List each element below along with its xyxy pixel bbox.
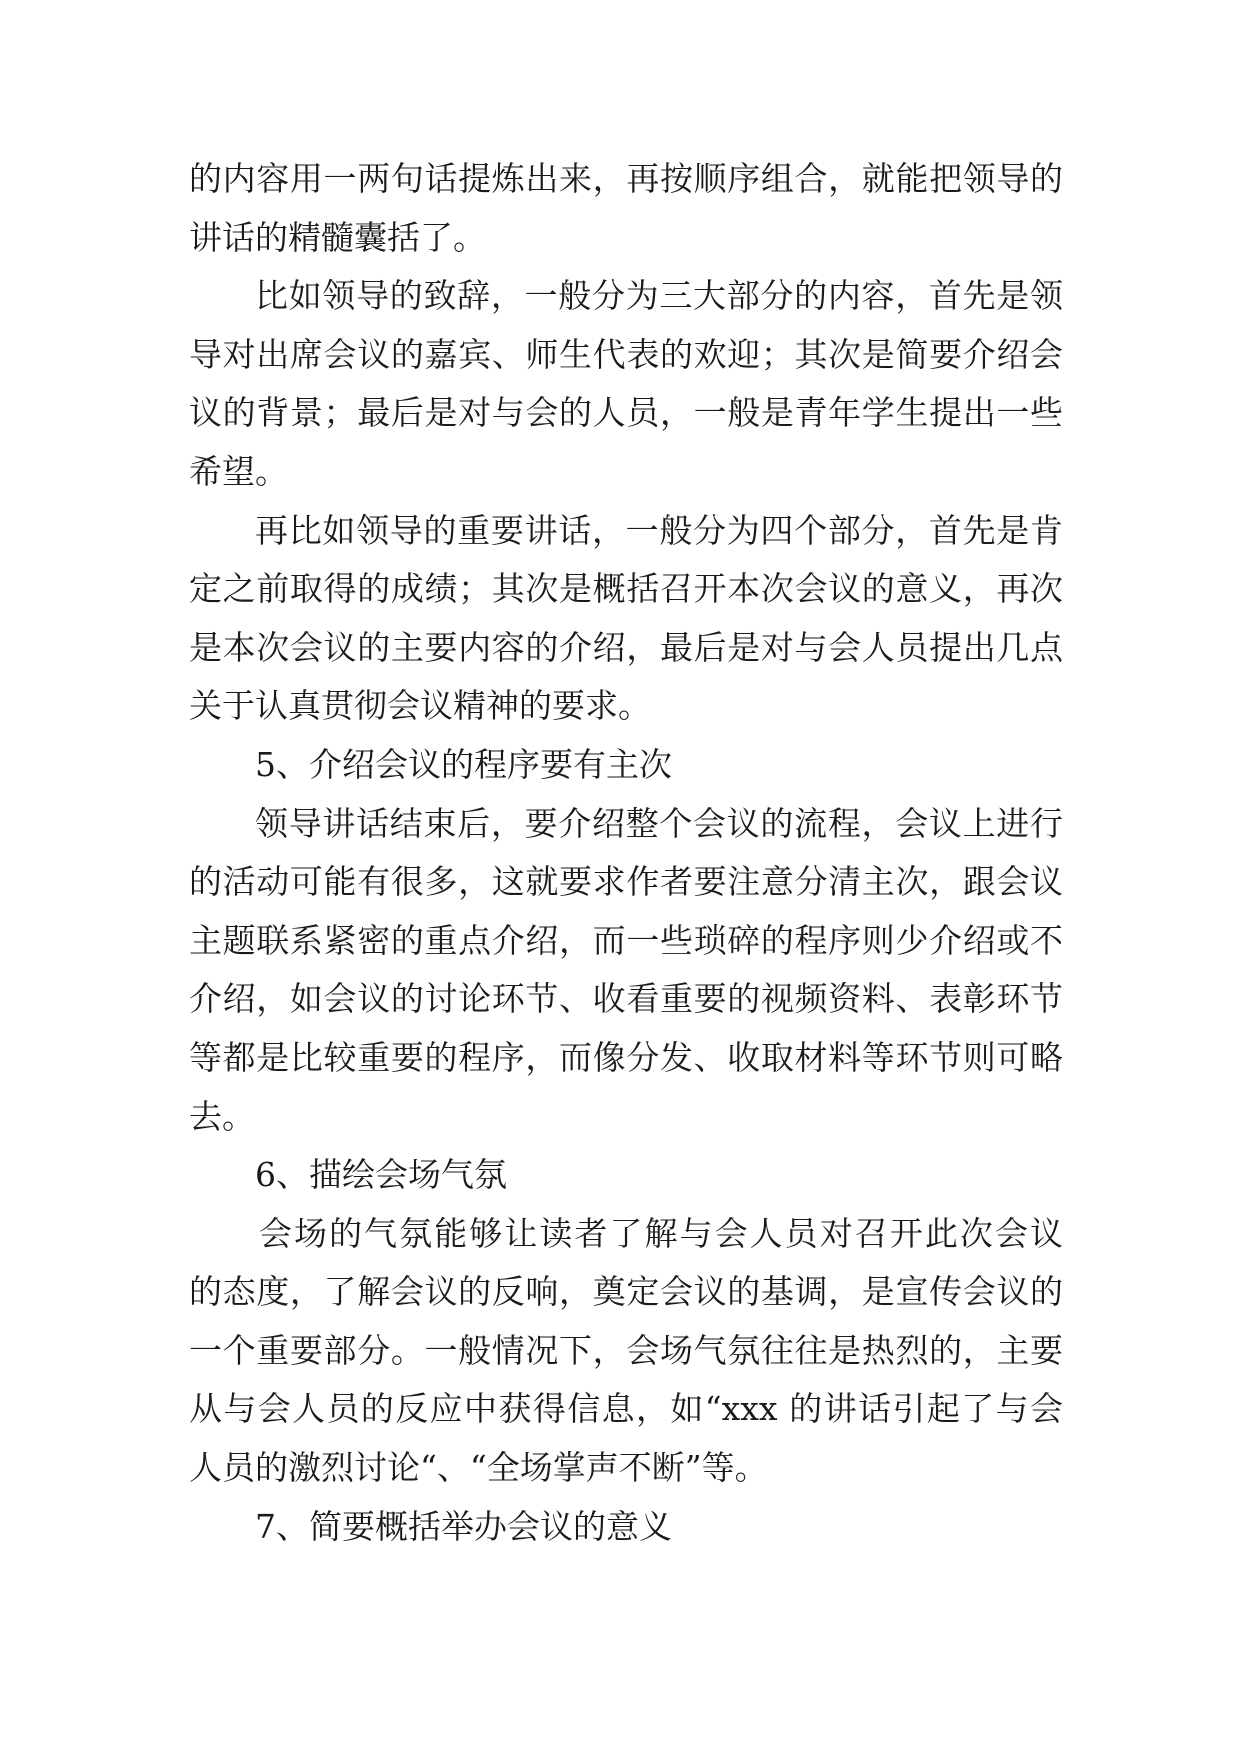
text-line: 会场的气氛能够让读者了解与会人员对召开此次会议 [259, 1213, 1063, 1253]
text-line: 领导讲话结束后，要介绍整个会议的流程，会议上进行 [255, 803, 1063, 843]
text-line: 再比如领导的重要讲话，一般分为四个部分，首先是肯 [255, 510, 1063, 550]
text-line: 的活动可能有很多，这就要求作者要注意分清主次，跟会议 [189, 862, 1063, 902]
text-line: 从与会人员的反应中获得信息，如“xxx 的讲话引起了与会 [189, 1389, 1063, 1429]
text-line: 人员的激烈讨论“、“全场掌声不断”等。 [189, 1448, 768, 1488]
text-line: 讲话的精髓囊括了。 [189, 217, 486, 257]
text-line: 比如领导的致辞，一般分为三大部分的内容，首先是领 [255, 276, 1063, 316]
text-line: 介绍，如会议的讨论环节、收看重要的视频资料、表彰环节 [189, 979, 1063, 1019]
text-line: 的内容用一两句话提炼出来，再按顺序组合，就能把领导的 [189, 159, 1063, 198]
text-line: 议的背景；最后是对与会的人员，一般是青年学生提出一些 [189, 393, 1063, 433]
text-line: 是本次会议的主要内容的介绍，最后是对与会人员提出几点 [189, 627, 1063, 667]
section-heading: 5、介绍会议的程序要有主次 [255, 744, 672, 784]
text-line: 一个重要部分。一般情况下，会场气氛往往是热烈的，主要 [189, 1330, 1063, 1370]
document-page [189, 150, 1063, 1556]
text-line: 去。 [189, 1096, 255, 1136]
section-heading: 7、简要概括举办会议的意义 [255, 1506, 672, 1546]
text-line: 主题联系紧密的重点介绍，而一些琐碎的程序则少介绍或不 [189, 920, 1063, 960]
text-line: 导对出席会议的嘉宾、师生代表的欢迎；其次是简要介绍会 [189, 334, 1063, 374]
text-line: 等都是比较重要的程序，而像分发、收取材料等环节则可略 [189, 1037, 1063, 1077]
text-line: 定之前取得的成绩；其次是概括召开本次会议的意义，再次 [189, 569, 1063, 609]
text-line: 希望。 [189, 451, 288, 491]
section-heading: 6、描绘会场气氛 [255, 1155, 507, 1195]
text-line: 的态度，了解会议的反响，奠定会议的基调，是宣传会议的 [189, 1272, 1063, 1312]
text-line: 关于认真贯彻会议精神的要求。 [189, 686, 651, 726]
